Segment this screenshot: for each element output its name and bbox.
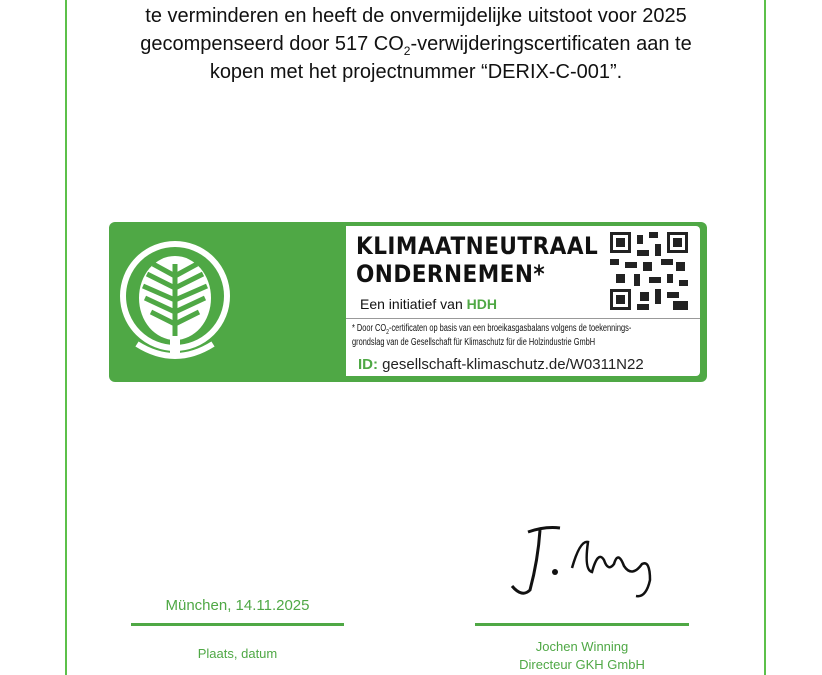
id-value[interactable]: gesellschaft-klimaschutz.de/W0311N22	[382, 356, 644, 373]
text-line-2	[70, 30, 762, 58]
badge-title-line-2: ONDERNEMEN*	[356, 260, 546, 288]
hdh-brand: HDH	[466, 296, 497, 312]
initiative-text: Een initiatief van	[360, 296, 463, 312]
qr-code-icon[interactable]	[610, 232, 688, 310]
badge-panel	[346, 226, 700, 376]
page-border-left	[65, 0, 67, 675]
certificate-text	[70, 2, 762, 86]
text-line-2-pre: gecompenseerd door 517 CO	[140, 33, 404, 55]
badge-divider	[346, 318, 700, 319]
climate-neutral-badge	[109, 222, 707, 382]
signature-image	[500, 520, 670, 600]
footnote-pre: * Door CO	[352, 323, 387, 334]
text-line-1: te verminderen en heeft de onvermijdelijke uitstoot voor 2025	[145, 5, 687, 27]
signer-title: Directeur GKH GmbH	[519, 657, 645, 672]
text-line-2-post: -verwijderingscertificaten aan te	[410, 33, 692, 55]
subscript: 2	[403, 44, 411, 58]
badge-title-line-1: KLIMAATNEUTRAAL	[356, 232, 599, 260]
badge-id	[358, 356, 644, 373]
badge-title	[356, 232, 598, 288]
place-date-value: München, 14.11.2025	[165, 597, 310, 614]
footnote-line-2: grondslag van de Gesellschaft für Klimaschutz für die Holzindustrie GmbH	[352, 337, 596, 348]
page-border-right	[764, 0, 766, 675]
id-label: ID:	[358, 356, 378, 373]
badge-footnote	[352, 322, 631, 350]
tree-logo-icon	[115, 236, 235, 368]
text-line-3: kopen met het projectnummer “DERIX-C-001”.	[209, 61, 623, 83]
initiative-line	[360, 296, 497, 312]
signature-underline	[475, 623, 689, 626]
place-date-label: Plaats, datum	[197, 646, 278, 661]
signer-name: Jochen Winning	[535, 639, 629, 654]
footnote-subscript: 2	[386, 329, 390, 336]
footnote-post: -certificaten op basis van een broeikasgasbalans volgens de toekennings-	[389, 323, 632, 334]
place-date-underline	[131, 623, 344, 626]
